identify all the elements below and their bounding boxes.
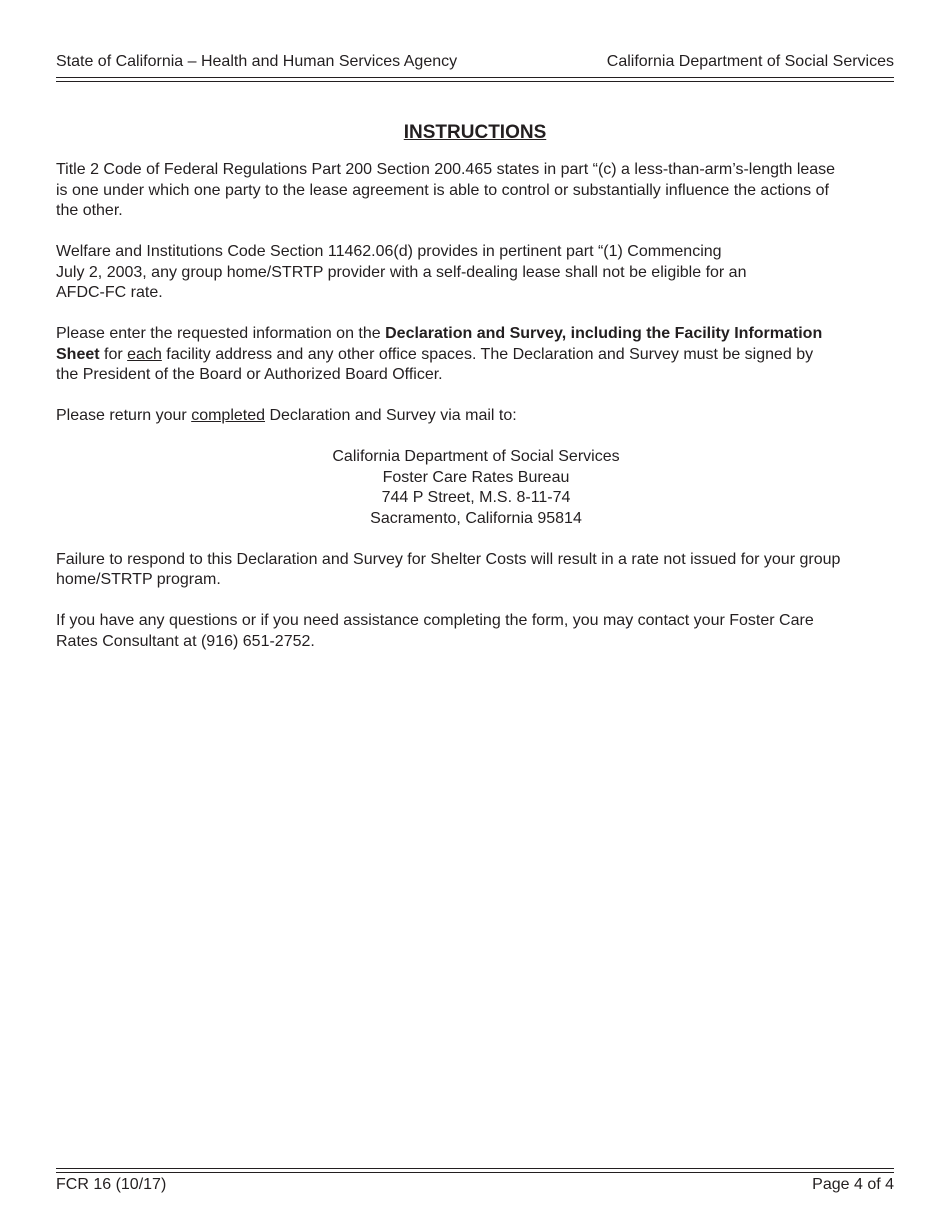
underlined-completed: completed (191, 407, 266, 424)
paragraph-enter-info (56, 324, 896, 386)
address-line: California Department of Social Services (332, 448, 620, 465)
text-line: Title 2 Code of Federal Regulations Part 200 Section 200.465 states in part “(c) a less-than-arm’s-length lease (56, 161, 836, 178)
text-line (56, 324, 896, 345)
text-line: AFDC-FC rate. (56, 284, 163, 301)
paragraph-wic (56, 242, 896, 304)
header-department: California Department of Social Services (606, 53, 894, 70)
text-line: Failure to respond to this Declaration and Survey for Shelter Costs will result in a rate not issued for your group (56, 550, 841, 568)
text-line: the other. (56, 202, 123, 219)
address-line: 744 P Street, M.S. 8-11-74 (381, 489, 571, 506)
text-run: Please return your (56, 407, 192, 424)
mailing-address (56, 447, 896, 529)
bold-form-name-cont: Sheet (56, 345, 100, 363)
text-run: Declaration and Survey via mail to: (265, 407, 517, 424)
text-run: facility address and any other office spaces. The Declaration and Survey must be signed by (161, 345, 814, 363)
address-line: Foster Care Rates Bureau (382, 468, 570, 486)
page-title: INSTRUCTIONS (403, 122, 547, 143)
text-line: Welfare and Institutions Code Section 11462.06(d) provides in pertinent part “(1) Commencing (56, 243, 722, 260)
instructions-body (56, 160, 896, 673)
page-number: Page 4 of 4 (812, 1176, 894, 1193)
header-divider (56, 77, 894, 82)
paragraph-return (56, 406, 896, 427)
text-run: for (99, 345, 128, 363)
bold-form-name: Declaration and Survey, including the Facility Information (385, 325, 823, 342)
text-line: home/STRTP program. (56, 571, 221, 588)
header-agency: State of California – Health and Human Services Agency (56, 53, 458, 70)
paragraph-cfr (56, 160, 896, 222)
text-line (56, 345, 896, 366)
text-line: Rates Consultant at (916) 651-2752. (56, 632, 315, 650)
paragraph-contact (56, 611, 896, 652)
form-id: FCR 16 (10/17) (56, 1176, 167, 1193)
text-line (56, 406, 896, 427)
footer-divider (56, 1168, 894, 1173)
page-header (56, 52, 894, 73)
page-footer (56, 1175, 894, 1196)
text-line: July 2, 2003, any group home/STRTP provider with a self-dealing lease shall not be eligible for an (56, 263, 747, 281)
text-line: the President of the Board or Authorized Board Officer. (56, 366, 443, 383)
text-line: is one under which one party to the lease agreement is able to control or substantially influence the actions of (56, 181, 829, 199)
underlined-each: each (127, 345, 162, 363)
paragraph-failure (56, 550, 896, 591)
text-line: If you have any questions or if you need assistance completing the form, you may contact your Foster Care (56, 612, 814, 629)
text-run: Please enter the requested information on the (56, 325, 386, 342)
address-line: Sacramento, California 95814 (370, 509, 582, 527)
